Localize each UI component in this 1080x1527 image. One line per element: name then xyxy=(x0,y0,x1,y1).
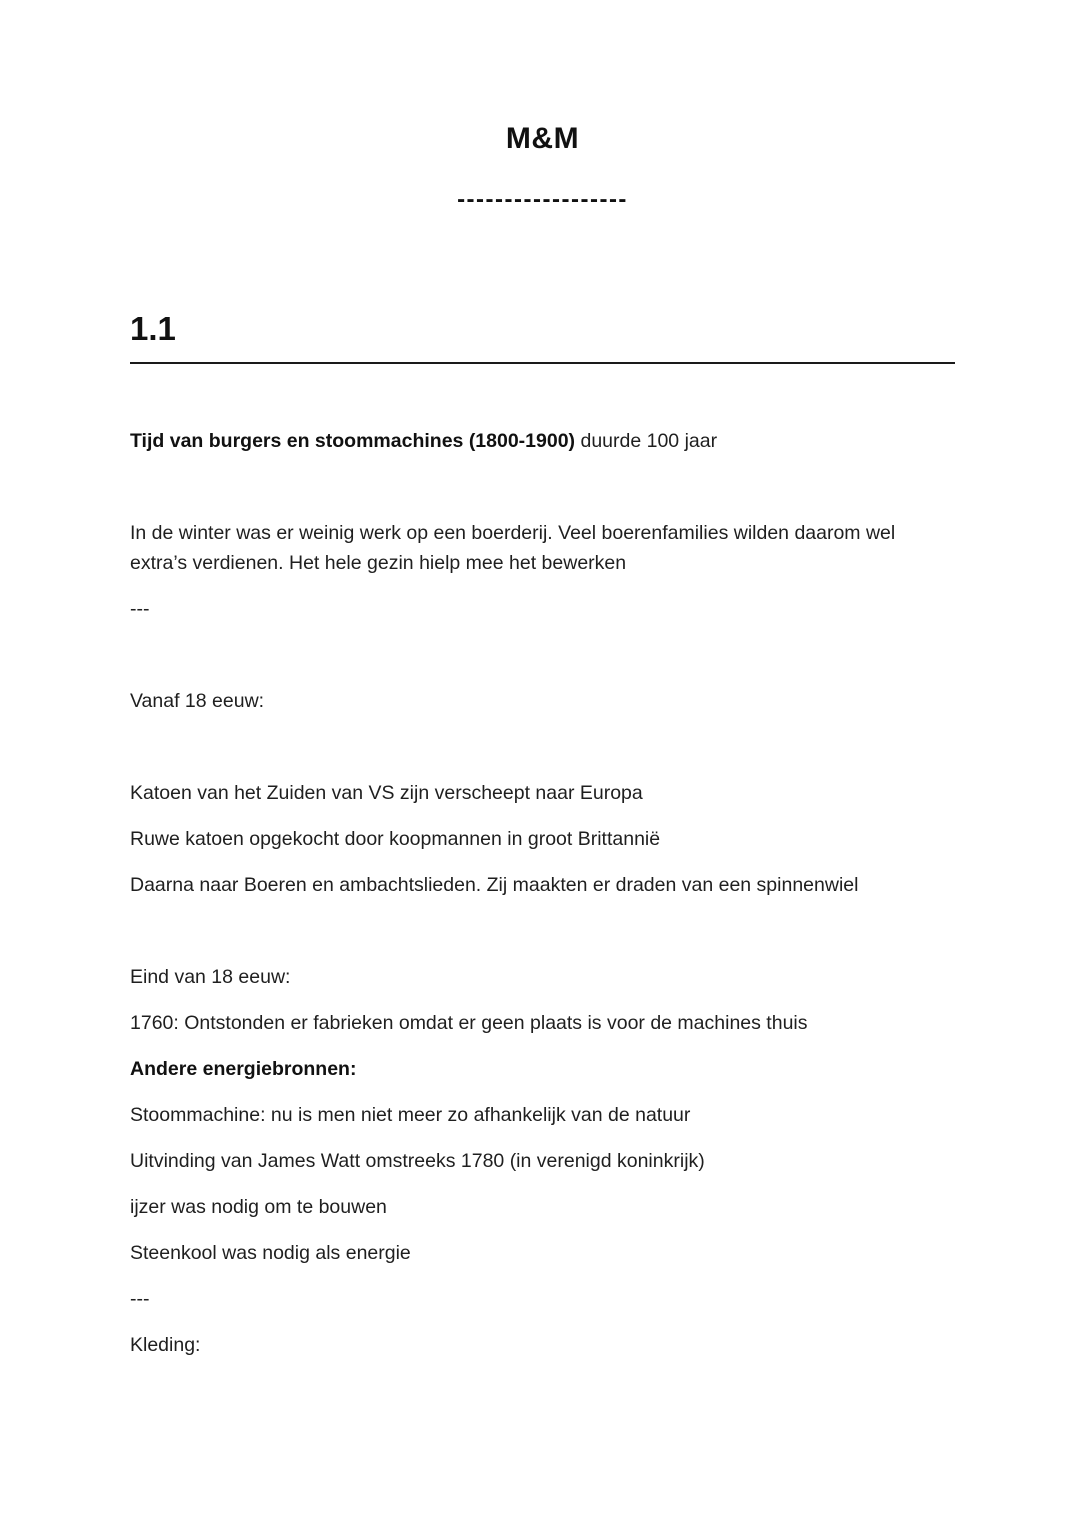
paragraph: Steenkool was nodig als energie xyxy=(130,1242,411,1264)
paragraph: Katoen van het Zuiden van VS zijn verscheept naar Europa xyxy=(130,782,643,804)
paragraph-bold-text: Tijd van burgers en stoommachines (1800-1900) xyxy=(130,430,576,452)
paragraph-bold-text: Andere energiebronnen: xyxy=(130,1058,357,1080)
section-heading: 1.1 xyxy=(130,310,176,347)
paragraph: Tijd van burgers en stoommachines (1800-1900) duurde 100 jaar xyxy=(130,430,718,452)
paragraph: Eind van 18 eeuw: xyxy=(130,966,291,988)
paragraph: Stoommachine: nu is men niet meer zo afhankelijk van de natuur xyxy=(130,1104,691,1126)
paragraph: Uitvinding van James Watt omstreeks 1780 (in verenigd koninkrijk) xyxy=(130,1150,705,1172)
paragraph-list xyxy=(130,426,955,1360)
paragraph: Daarna naar Boeren en ambachtslieden. Zij maakten er draden van een spinnenwiel xyxy=(130,874,859,896)
paragraph: ijzer was nodig om te bouwen xyxy=(130,1196,387,1218)
paragraph: Kleding: xyxy=(130,1334,201,1356)
document-title: M&M xyxy=(505,122,580,155)
paragraph: 1760: Ontstonden er fabrieken omdat er geen plaats is voor de machines thuis xyxy=(130,1012,808,1034)
paragraph: Ruwe katoen opgekocht door koopmannen in groot Brittannië xyxy=(130,828,661,850)
paragraph: --- xyxy=(130,598,150,620)
paragraph xyxy=(130,1054,955,1084)
paragraph: Vanaf 18 eeuw: xyxy=(130,690,265,712)
paragraph: In de winter was er weinig werk op een boerderij. Veel boerenfamilies wilden daarom wel extra’s verdienen. Het hele gezin hielp mee het bewerken xyxy=(130,522,896,574)
section-rule xyxy=(130,362,955,364)
paragraph: --- xyxy=(130,1288,150,1310)
dashed-separator: ------------------ xyxy=(457,186,628,213)
